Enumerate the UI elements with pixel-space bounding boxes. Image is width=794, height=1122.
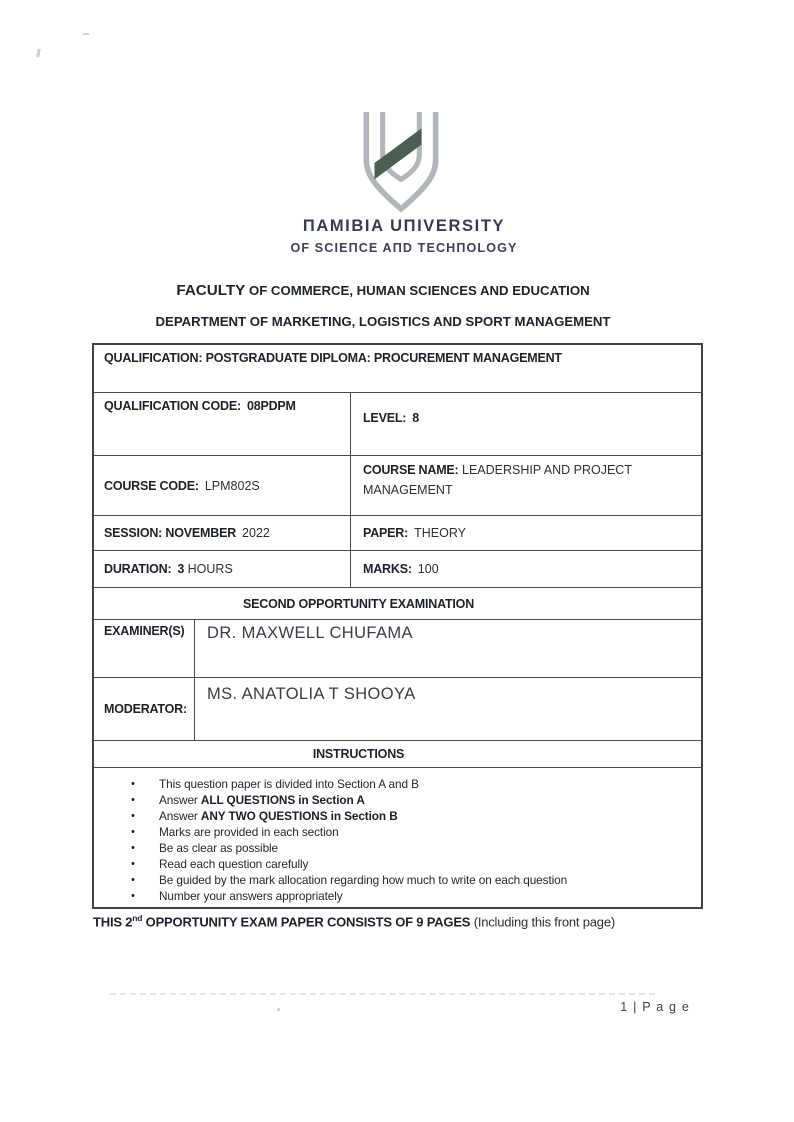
course-name-label: COURSE NAME:	[363, 463, 459, 477]
bullet-icon: •	[131, 858, 135, 870]
instruction-item	[94, 872, 701, 888]
qualification-text: QUALIFICATION: POSTGRADUATE DIPLOMA: PROCUREMENT MANAGEMENT	[104, 351, 562, 365]
exam-type-row	[94, 587, 701, 619]
instruction-text: Marks are provided in each section	[159, 825, 339, 839]
marks-value: 100	[417, 562, 439, 576]
examiner-name-cell	[194, 620, 701, 677]
note-normal: (Including this front page)	[473, 914, 615, 930]
bullet-icon: •	[131, 842, 135, 854]
paper-label: PAPER:	[363, 526, 409, 540]
bullet-icon: •	[131, 778, 135, 790]
course-name-cell	[350, 456, 701, 515]
instruction-item	[94, 824, 701, 840]
moderator-row	[94, 677, 701, 740]
duration-label: DURATION:	[104, 562, 172, 576]
duration-cell	[94, 551, 350, 587]
instructions-header-row	[94, 740, 701, 767]
course-name-value-line2: MANAGEMENT	[363, 483, 453, 497]
exam-type-text: SECOND OPPORTUNITY EXAMINATION	[242, 596, 475, 611]
marks-label: MARKS:	[363, 562, 412, 576]
note-bold-post: OPPORTUNITY EXAM PAPER CONSISTS OF 9 PAGES	[142, 914, 474, 930]
paper-value: THEORY	[414, 526, 466, 540]
bullet-icon: •	[131, 890, 135, 902]
duration-row	[94, 550, 701, 587]
page-number: 1 | P a g e	[620, 1000, 690, 1014]
examiner-name: DR. MAXWELL CHUFAMA	[207, 624, 413, 642]
instruction-text: Number your answers appropriately	[159, 889, 343, 903]
bullet-icon: •	[131, 794, 135, 806]
qualification-code-cell	[94, 393, 350, 455]
qualification-code-row	[94, 392, 701, 455]
scan-speck	[36, 49, 41, 57]
instruction-text: Answer	[159, 809, 201, 823]
nust-shield-logo-icon	[361, 111, 441, 213]
marks-cell	[350, 551, 701, 587]
instruction-item	[94, 856, 701, 872]
course-code-value: LPM802S	[204, 478, 260, 493]
instructions-title: INSTRUCTIONS	[312, 747, 405, 761]
qualification-row	[94, 345, 701, 392]
scan-speck	[277, 1008, 280, 1011]
scan-smudge-line	[110, 993, 655, 995]
faculty-rest: OF COMMERCE, HUMAN SCIENCES AND EDUCATION	[245, 283, 590, 298]
course-row	[94, 455, 701, 515]
university-name-line2: OF SCIEПCE AПD TECHПOLOGY	[290, 241, 518, 255]
moderator-label: MODERATOR:	[104, 702, 187, 716]
bullet-icon: •	[131, 874, 135, 886]
session-label: SESSION: NOVEMBER	[104, 526, 237, 540]
paper-cell	[350, 516, 701, 550]
level-label: LEVEL:	[363, 411, 407, 425]
instruction-text: This question paper is divided into Section A and B	[159, 777, 419, 791]
examiner-label: EXAMINER(S)	[104, 624, 185, 638]
university-name: ПAMIBIA UПIVERSITY	[302, 217, 506, 235]
department-heading: DEPARTMENT OF MARKETING, LOGISTICS AND SPORT MANAGEMENT	[155, 314, 611, 329]
examiner-label-cell	[94, 620, 194, 677]
instruction-text: Be as clear as possible	[159, 841, 279, 855]
course-code-label: COURSE CODE:	[104, 478, 199, 493]
instruction-item	[94, 776, 701, 792]
duration-hours-word: HOURS	[187, 562, 233, 576]
instructions-list	[94, 767, 701, 907]
instruction-text-bold: ANY TWO QUESTIONS in Section B	[200, 809, 398, 823]
qualification-code-label: QUALIFICATION CODE:	[104, 399, 241, 413]
instruction-text: Read each question carefully	[159, 857, 309, 871]
moderator-name-cell	[194, 678, 701, 740]
level-cell	[350, 393, 701, 455]
qualification-code-value: 08PDPM	[246, 399, 296, 413]
shield-outer-outline	[366, 112, 435, 209]
course-name-value: LEADERSHIP AND PROJECT	[462, 463, 632, 477]
session-cell	[94, 516, 350, 550]
bullet-icon: •	[131, 810, 135, 822]
session-row	[94, 515, 701, 550]
faculty-word: FACULTY	[176, 282, 246, 299]
instruction-text: Answer	[159, 793, 201, 807]
examiner-row	[94, 619, 701, 677]
instruction-item	[94, 792, 701, 808]
moderator-label-cell	[94, 678, 194, 740]
moderator-name: MS. ANATOLIA T SHOOYA	[207, 685, 416, 703]
bullet-icon: •	[131, 826, 135, 838]
faculty-heading	[0, 282, 766, 299]
instruction-item	[94, 840, 701, 856]
exam-details-table	[92, 343, 703, 909]
instruction-item	[94, 888, 701, 904]
instruction-text-bold: ALL QUESTIONS in Section A	[200, 793, 365, 807]
level-value: 8	[412, 411, 420, 425]
page-count-note	[92, 913, 616, 929]
course-code-cell	[94, 456, 350, 515]
university-wordmark	[24, 217, 784, 255]
note-superscript: nd	[132, 913, 143, 923]
scan-speck	[83, 33, 89, 35]
note-bold-pre: THIS 2	[93, 914, 133, 930]
duration-hours-number: 3	[177, 562, 185, 576]
instruction-item	[94, 808, 701, 824]
instruction-text: Be guided by the mark allocation regarding how much to write on each question	[159, 873, 568, 887]
qualification-cell	[94, 345, 701, 392]
session-value: 2022	[242, 526, 270, 540]
